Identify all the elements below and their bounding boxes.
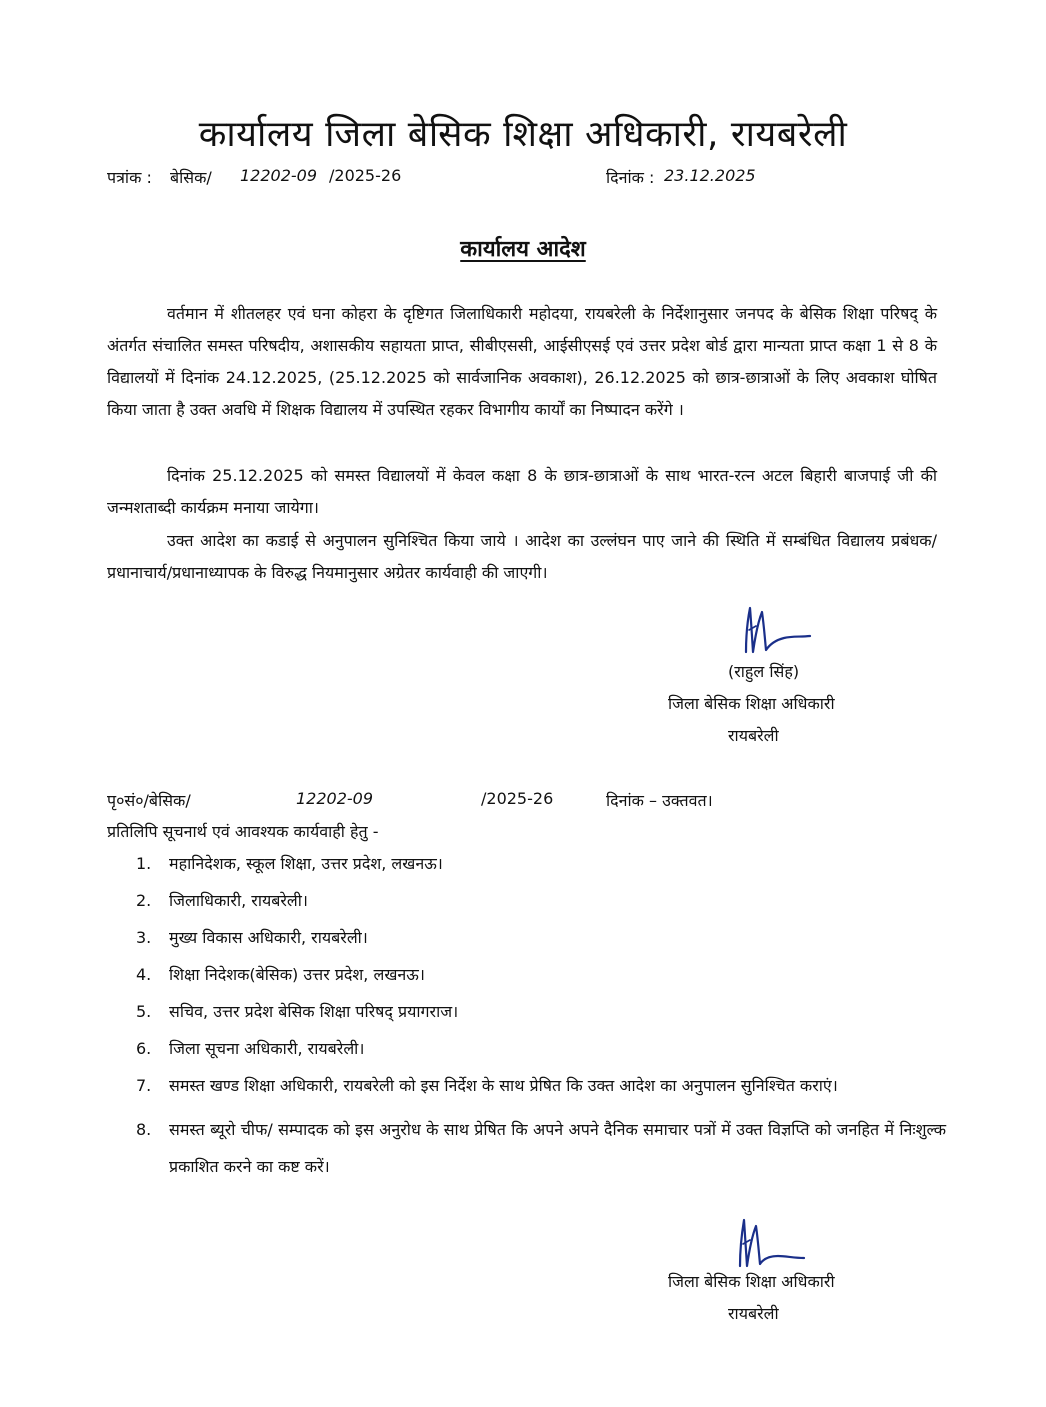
copy-ref-date: दिनांक – उक्तवत।: [606, 791, 713, 810]
signatory-location: रायबरेली: [728, 726, 779, 745]
order-heading: कार्यालय आदेश: [460, 237, 586, 262]
list-item: 2. जिलाधिकारी, रायबरेली।: [136, 891, 308, 910]
reference-date: 23.12.2025: [664, 166, 756, 185]
list-item: 1. महानिदेशक, स्कूल शिक्षा, उत्तर प्रदेश, लखनऊ।: [136, 854, 443, 873]
copy-ref-number: 12202-09: [296, 789, 374, 808]
copy-ref-year: /2025-26: [481, 789, 554, 808]
reference-label: पत्रांक :: [107, 168, 152, 187]
footer-signatory-designation: जिला बेसिक शिक्षा अधिकारी: [668, 1272, 835, 1291]
copy-list: [136, 852, 946, 1185]
list-item: 7. समस्त खण्ड शिक्षा अधिकारी, रायबरेली को इस निर्देश के साथ प्रेषित कि उक्त आदेश का अनुपालन सुनिश्चित कराएं।: [136, 1076, 838, 1095]
footer-signatory-location: रायबरेली: [728, 1304, 779, 1323]
reference-number: 12202-09: [240, 166, 318, 185]
list-item: 6. जिला सूचना अधिकारी, रायबरेली।: [136, 1039, 365, 1058]
signature-mark: [738, 600, 818, 664]
reference-prefix: बेसिक/: [170, 168, 212, 187]
order-paragraph-1: वर्तमान में शीतलहर एवं घना कोहरा के दृष्टिगत जिलाधिकारी महोदया, रायबरेली के निर्देशानुसार जनपद के बेसिक शिक्षा परिषद् के अंतर्गत संचालित समस्त परिषदीय, अशासकीय सहायता प्राप्त, सीबीएससी, आईसीएसई एवं उत्तर प्रदेश बोर्ड द्वारा मान्यता प्राप्त कक्षा 1 से 8 के विद्यालयों में दिनांक 24.12.2025, (25.12.2025 को सार्वजानिक अवकाश), 26.12.2025 को छात्र-छात्राओं के लिए अवकाश घोषित किया जाता है उक्त अवधि में शिक्षक विद्यालय में उपस्थित रहकर विभागीय कार्यों का निष्पादन करेंगे ।: [107, 304, 937, 419]
list-item: 8. समस्त ब्यूरो चीफ/ सम्पादक को इस अनुरोध के साथ प्रेषित कि अपने अपने दैनिक समाचार पत्रों में उक्त विज्ञप्ति को जनहित में निःशुल्क प्रकाशित करने का कष्ट करें।: [136, 1120, 946, 1176]
list-item: 5. सचिव, उत्तर प्रदेश बेसिक शिक्षा परिषद् प्रयागराज।: [136, 1002, 459, 1021]
order-paragraph-3: उक्त आदेश का कडाई से अनुपालन सुनिश्चित किया जाये । आदेश का उल्लंघन पाए जाने की स्थिति में सम्बंधित विद्यालय प्रबंधक/प्रधानाचार्य/प्रधानाध्यापक के विरुद्ध नियमानुसार अग्रेतर कार्यवाही की जाएगी।: [107, 531, 937, 582]
copy-ref-label: पृ०सं०/बेसिक/: [107, 791, 191, 810]
list-item: 4. शिक्षा निदेशक(बेसिक) उत्तर प्रदेश, लखनऊ।: [136, 965, 425, 984]
list-item: 3. मुख्य विकास अधिकारी, रायबरेली।: [136, 928, 368, 947]
copy-heading: प्रतिलिपि सूचनार्थ एवं आवश्यक कार्यवाही हेतु -: [107, 822, 379, 841]
order-paragraph-2: दिनांक 25.12.2025 को समस्त विद्यालयों में केवल कक्षा 8 के छात्र-छात्राओं के साथ भारत-रत्न अटल बिहारी बाजपाई जी की जन्मशताब्दी कार्यक्रम मनाया जायेगा।: [107, 466, 937, 517]
signature-mark: [732, 1210, 812, 1274]
reference-year: /2025-26: [329, 166, 402, 185]
signatory-designation: जिला बेसिक शिक्षा अधिकारी: [668, 694, 835, 713]
signatory-name: (राहुल सिंह): [728, 662, 800, 681]
reference-date-label: दिनांक :: [606, 168, 655, 187]
office-title: कार्यालय जिला बेसिक शिक्षा अधिकारी, रायबरेली: [198, 114, 848, 155]
